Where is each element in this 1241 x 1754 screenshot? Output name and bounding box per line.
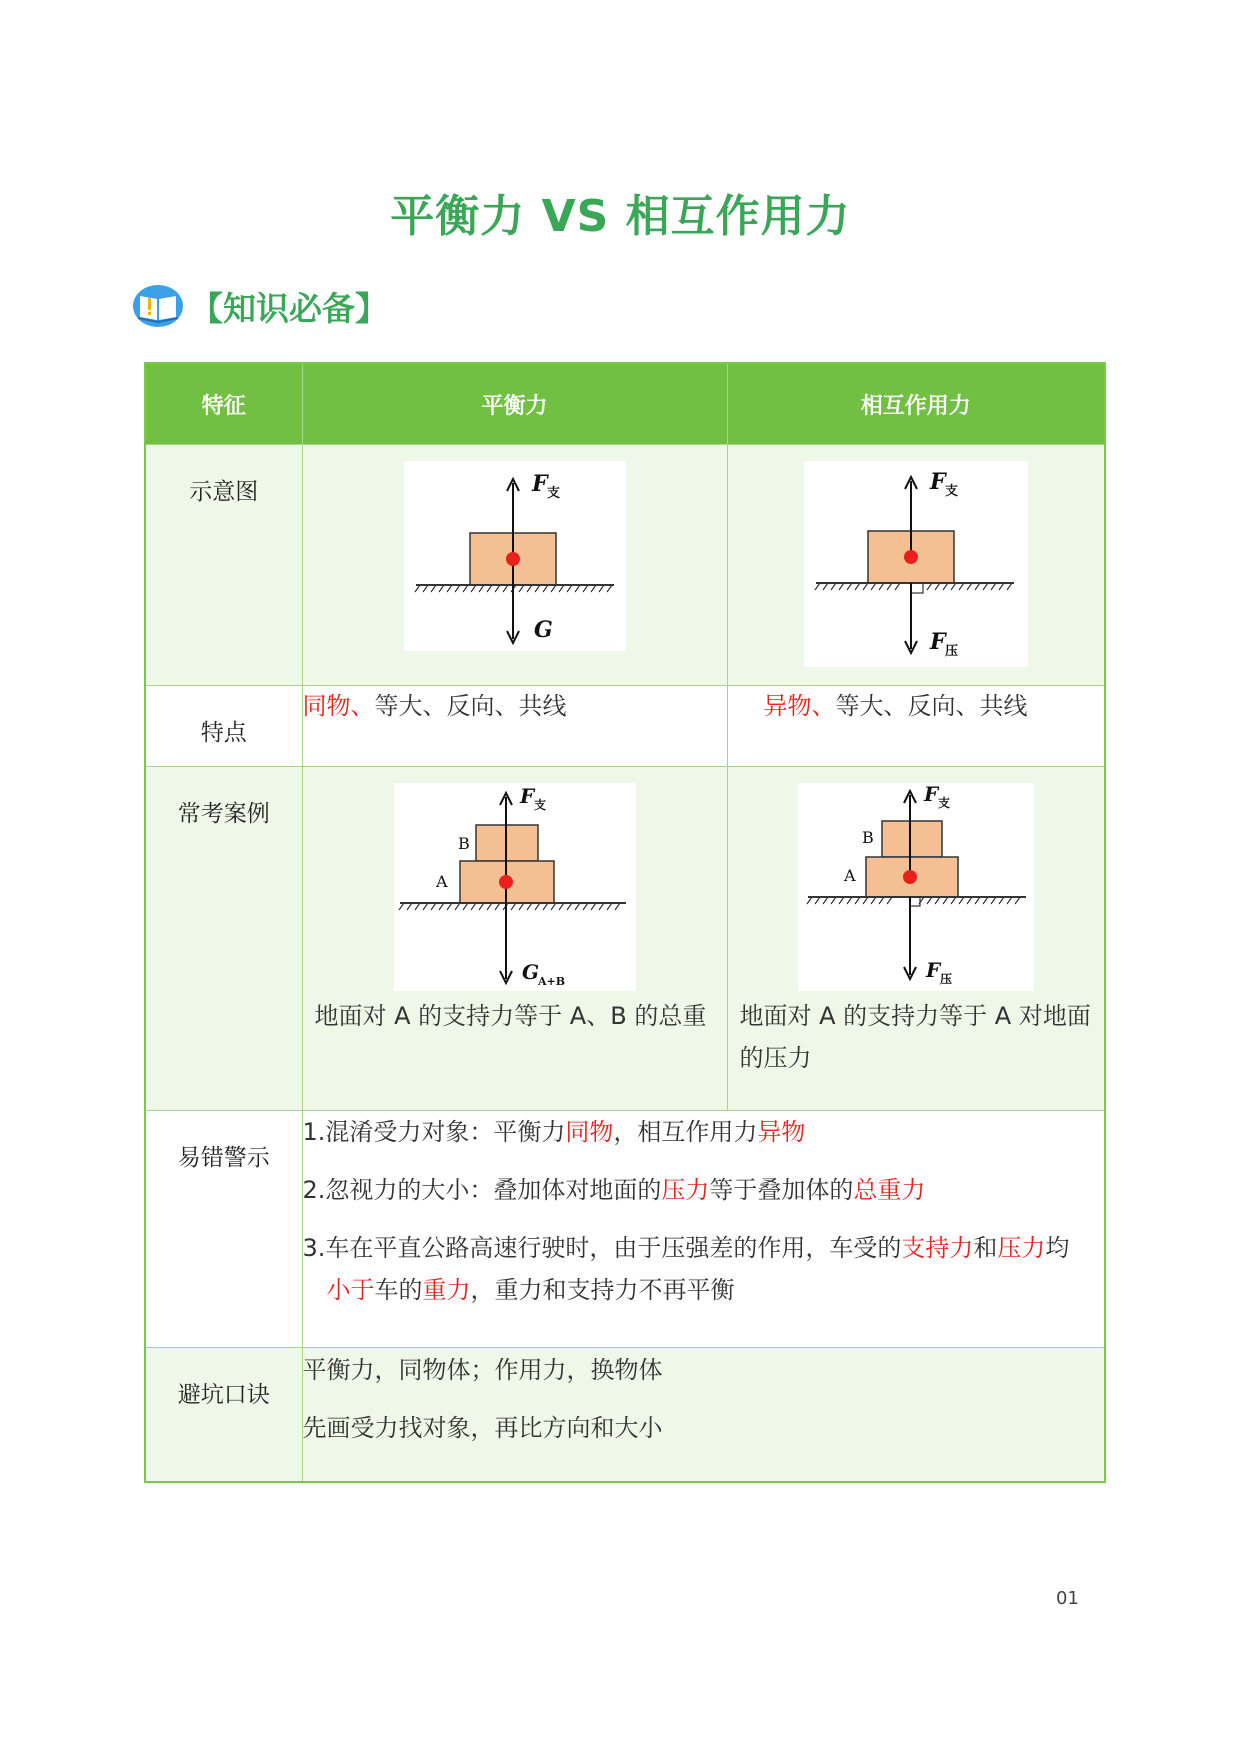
table-header-row: [145, 363, 1105, 445]
label-f-support: F: [519, 784, 534, 808]
table-row-traits: [145, 686, 1105, 767]
mutual-force-diagram: [804, 461, 1028, 667]
row-label-traits: 特点: [145, 686, 302, 767]
warning-item-3: [303, 1227, 1105, 1311]
table-row-diagram: [145, 445, 1105, 686]
warning-text: ，相互作用力: [613, 1118, 758, 1146]
tips-line-1: 平衡力，同物体；作用力，换物体: [302, 1356, 663, 1384]
label-block-b: B: [861, 828, 874, 847]
row-label-warning: 易错警示: [145, 1111, 302, 1348]
center-point: [904, 550, 918, 564]
label-g-ab-sub: A+B: [537, 975, 565, 988]
row-label-diagram: 示意图: [145, 445, 302, 686]
center-point: [499, 875, 513, 889]
mutual-example-caption: 地面对 A 的支持力等于 A 对地面的压力: [739, 1002, 1091, 1072]
label-g-ab: G: [521, 960, 539, 984]
label-f-support-sub: 支: [944, 484, 958, 499]
cell-balance-traits: [302, 686, 727, 767]
label-f-press: F: [929, 629, 946, 655]
section-label: 【知识必备】: [190, 288, 388, 328]
warning-item-1: [303, 1111, 1105, 1153]
page-number: 01: [1056, 1588, 1079, 1609]
trait-highlight: 异物、: [763, 692, 836, 720]
trait-highlight: 同物、: [302, 692, 375, 720]
cell-balance-diagram: [302, 445, 727, 686]
warning-text: 2.忽视力的大小：叠加体对地面的: [302, 1176, 662, 1204]
stacked-mutual-diagram: [798, 783, 1034, 991]
warning-highlight: 同物: [565, 1118, 614, 1146]
book-icon: [132, 284, 184, 328]
warning-highlight: 异物: [757, 1118, 806, 1146]
warning-text: ，重力和支持力不再平衡: [470, 1276, 735, 1304]
label-f-support: F: [929, 469, 946, 495]
warning-highlight: 小于: [326, 1276, 375, 1304]
label-f-support: F: [531, 471, 548, 497]
header-feature: 特征: [145, 363, 302, 445]
cell-mutual-example: [727, 767, 1105, 1111]
label-block-b: B: [457, 834, 470, 853]
warning-text: 车的: [374, 1276, 423, 1304]
warning-text: 和: [973, 1234, 998, 1262]
warning-text: 均: [1045, 1234, 1070, 1262]
warning-highlight: 重力: [422, 1276, 471, 1304]
warning-highlight: 压力: [997, 1234, 1046, 1262]
table-row-warning: [145, 1111, 1105, 1348]
center-point: [506, 552, 520, 566]
warning-highlight: 压力: [661, 1176, 710, 1204]
label-f-support-sub: 支: [546, 486, 560, 501]
warning-highlight: 总重力: [853, 1176, 926, 1204]
section-heading: [132, 282, 388, 330]
block-b: [882, 821, 942, 857]
header-balance: 平衡力: [302, 363, 727, 445]
stacked-balance-diagram: [394, 783, 636, 991]
label-g: G: [533, 617, 553, 643]
cell-tips: [302, 1348, 1105, 1482]
row-label-tips: 避坑口诀: [145, 1348, 302, 1482]
comparison-table: [144, 362, 1106, 1483]
cell-balance-example: [302, 767, 727, 1111]
label-f-support-sub: 支: [533, 798, 546, 812]
cell-warning: [302, 1111, 1105, 1348]
table-row-example: [145, 767, 1105, 1111]
table-row-tips: [145, 1348, 1105, 1482]
balance-example-caption: 地面对 A 的支持力等于 A、B 的总重: [314, 1002, 707, 1030]
label-f-support-sub: 支: [937, 796, 950, 810]
center-point: [903, 870, 917, 884]
cell-mutual-diagram: [727, 445, 1105, 686]
label-f-press-sub: 压: [939, 972, 952, 986]
warning-text: 3.车在平直公路高速行驶时，由于压强差的作用，车受的: [302, 1234, 902, 1262]
warning-item-2: [303, 1169, 1105, 1211]
header-mutual: 相互作用力: [727, 363, 1105, 445]
trait-text: 等大、反向、共线: [374, 692, 567, 720]
warning-highlight: 支持力: [901, 1234, 974, 1262]
warning-text: 1.混淆受力对象：平衡力: [302, 1118, 566, 1146]
warning-text: 等于叠加体的: [709, 1176, 854, 1204]
label-block-a: A: [843, 866, 856, 885]
label-f-support: F: [923, 783, 938, 806]
tips-line-2: 先画受力找对象，再比方向和大小: [302, 1414, 663, 1442]
cell-mutual-traits: [727, 686, 1105, 767]
label-f-press-sub: 压: [944, 644, 958, 659]
balance-force-diagram: [404, 461, 626, 651]
label-block-a: A: [435, 872, 448, 891]
page-title: 平衡力 VS 相互作用力: [390, 191, 851, 242]
trait-text: 等大、反向、共线: [835, 692, 1028, 720]
row-label-example: 常考案例: [145, 767, 302, 1111]
label-f-press: F: [925, 958, 940, 982]
